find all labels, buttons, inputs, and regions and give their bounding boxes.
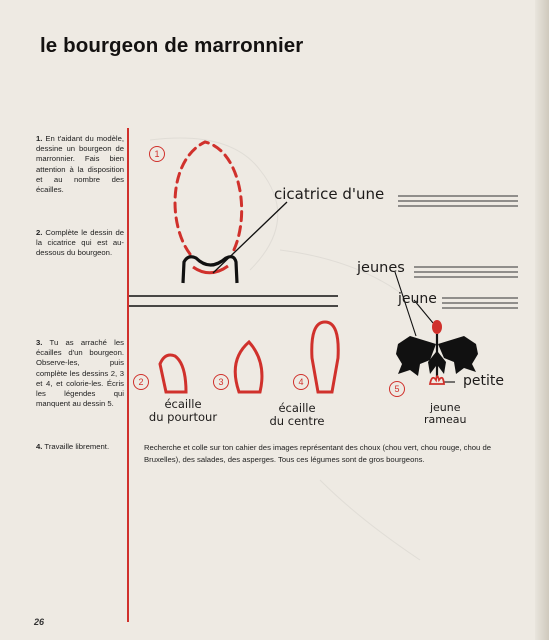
- drawing-number-2: 2: [133, 374, 149, 390]
- jeunes-answer-lines: [414, 267, 518, 277]
- label-jeune-top: jeune: [398, 291, 437, 307]
- page-title: le bourgeon de marronnier: [40, 34, 304, 57]
- label-petite: petite: [463, 373, 504, 389]
- scar-pointer-line: [213, 202, 287, 273]
- drawing-number-3: 3: [213, 374, 229, 390]
- label-ecaille-centre-line2: du centre: [269, 414, 325, 428]
- scale-outer-shape: [160, 355, 186, 392]
- instruction-4-text: Travaille librement.: [44, 442, 110, 451]
- research-paragraph: Recherche et colle sur ton cahier des images représentant des choux (chou vert, chou rouge, chou de Bruxelles), des salades, des asperges. Tous ces légumes sont de gros bourgeons.: [144, 443, 491, 464]
- cicatrice-answer-lines: [398, 196, 518, 206]
- instruction-3-number: 3.: [36, 338, 43, 347]
- page-number: 26: [34, 617, 45, 627]
- label-jeune-rameau: [424, 402, 466, 426]
- instruction-3-text: Tu as arraché les écailles d'un bourgeon. Observe-les, puis complète les dessins 2, 3 et 4, et colorie-les. Écris les légendes qui manquent au dessin 5.: [36, 338, 125, 409]
- instruction-4-number: 4.: [36, 442, 43, 451]
- label-ecaille-pourtour-line2: du pourtour: [148, 410, 218, 424]
- scar-red-mark: [193, 266, 228, 273]
- scale-center-shape: [312, 322, 338, 392]
- label-jeune-rameau-line2: rameau: [424, 413, 467, 426]
- label-ecaille-pourtour-line1: écaille: [164, 397, 202, 411]
- label-ecaille-pourtour: [148, 398, 218, 424]
- instruction-1-number: 1.: [36, 134, 43, 143]
- scar-base-shape: [183, 257, 237, 283]
- drawing-number-1: 1: [149, 146, 165, 162]
- instruction-1-text: En t'aidant du modèle, dessine un bourgeon de marronnier. Fais bien attention à la disposition et au nombre des écailles.: [36, 134, 124, 195]
- label-jeunes: jeunes: [357, 260, 405, 276]
- scale-middle-shape: [235, 342, 262, 392]
- label-cicatrice: cicatrice d'une: [274, 185, 385, 203]
- label-jeune-rameau-line1: jeune: [429, 401, 461, 414]
- dashed-bud-outline: [175, 142, 242, 254]
- label-ecaille-centre: [262, 402, 332, 428]
- drawing-number-4: 4: [293, 374, 309, 390]
- label-ecaille-centre-line1: écaille: [278, 401, 316, 415]
- drawing-number-5: 5: [389, 381, 405, 397]
- instruction-2-number: 2.: [36, 228, 43, 237]
- instruction-2-text: Complète le dessin de la cicatrice qui est au-dessous du bourgeon.: [36, 228, 124, 258]
- jeune-answer-lines: [442, 298, 518, 308]
